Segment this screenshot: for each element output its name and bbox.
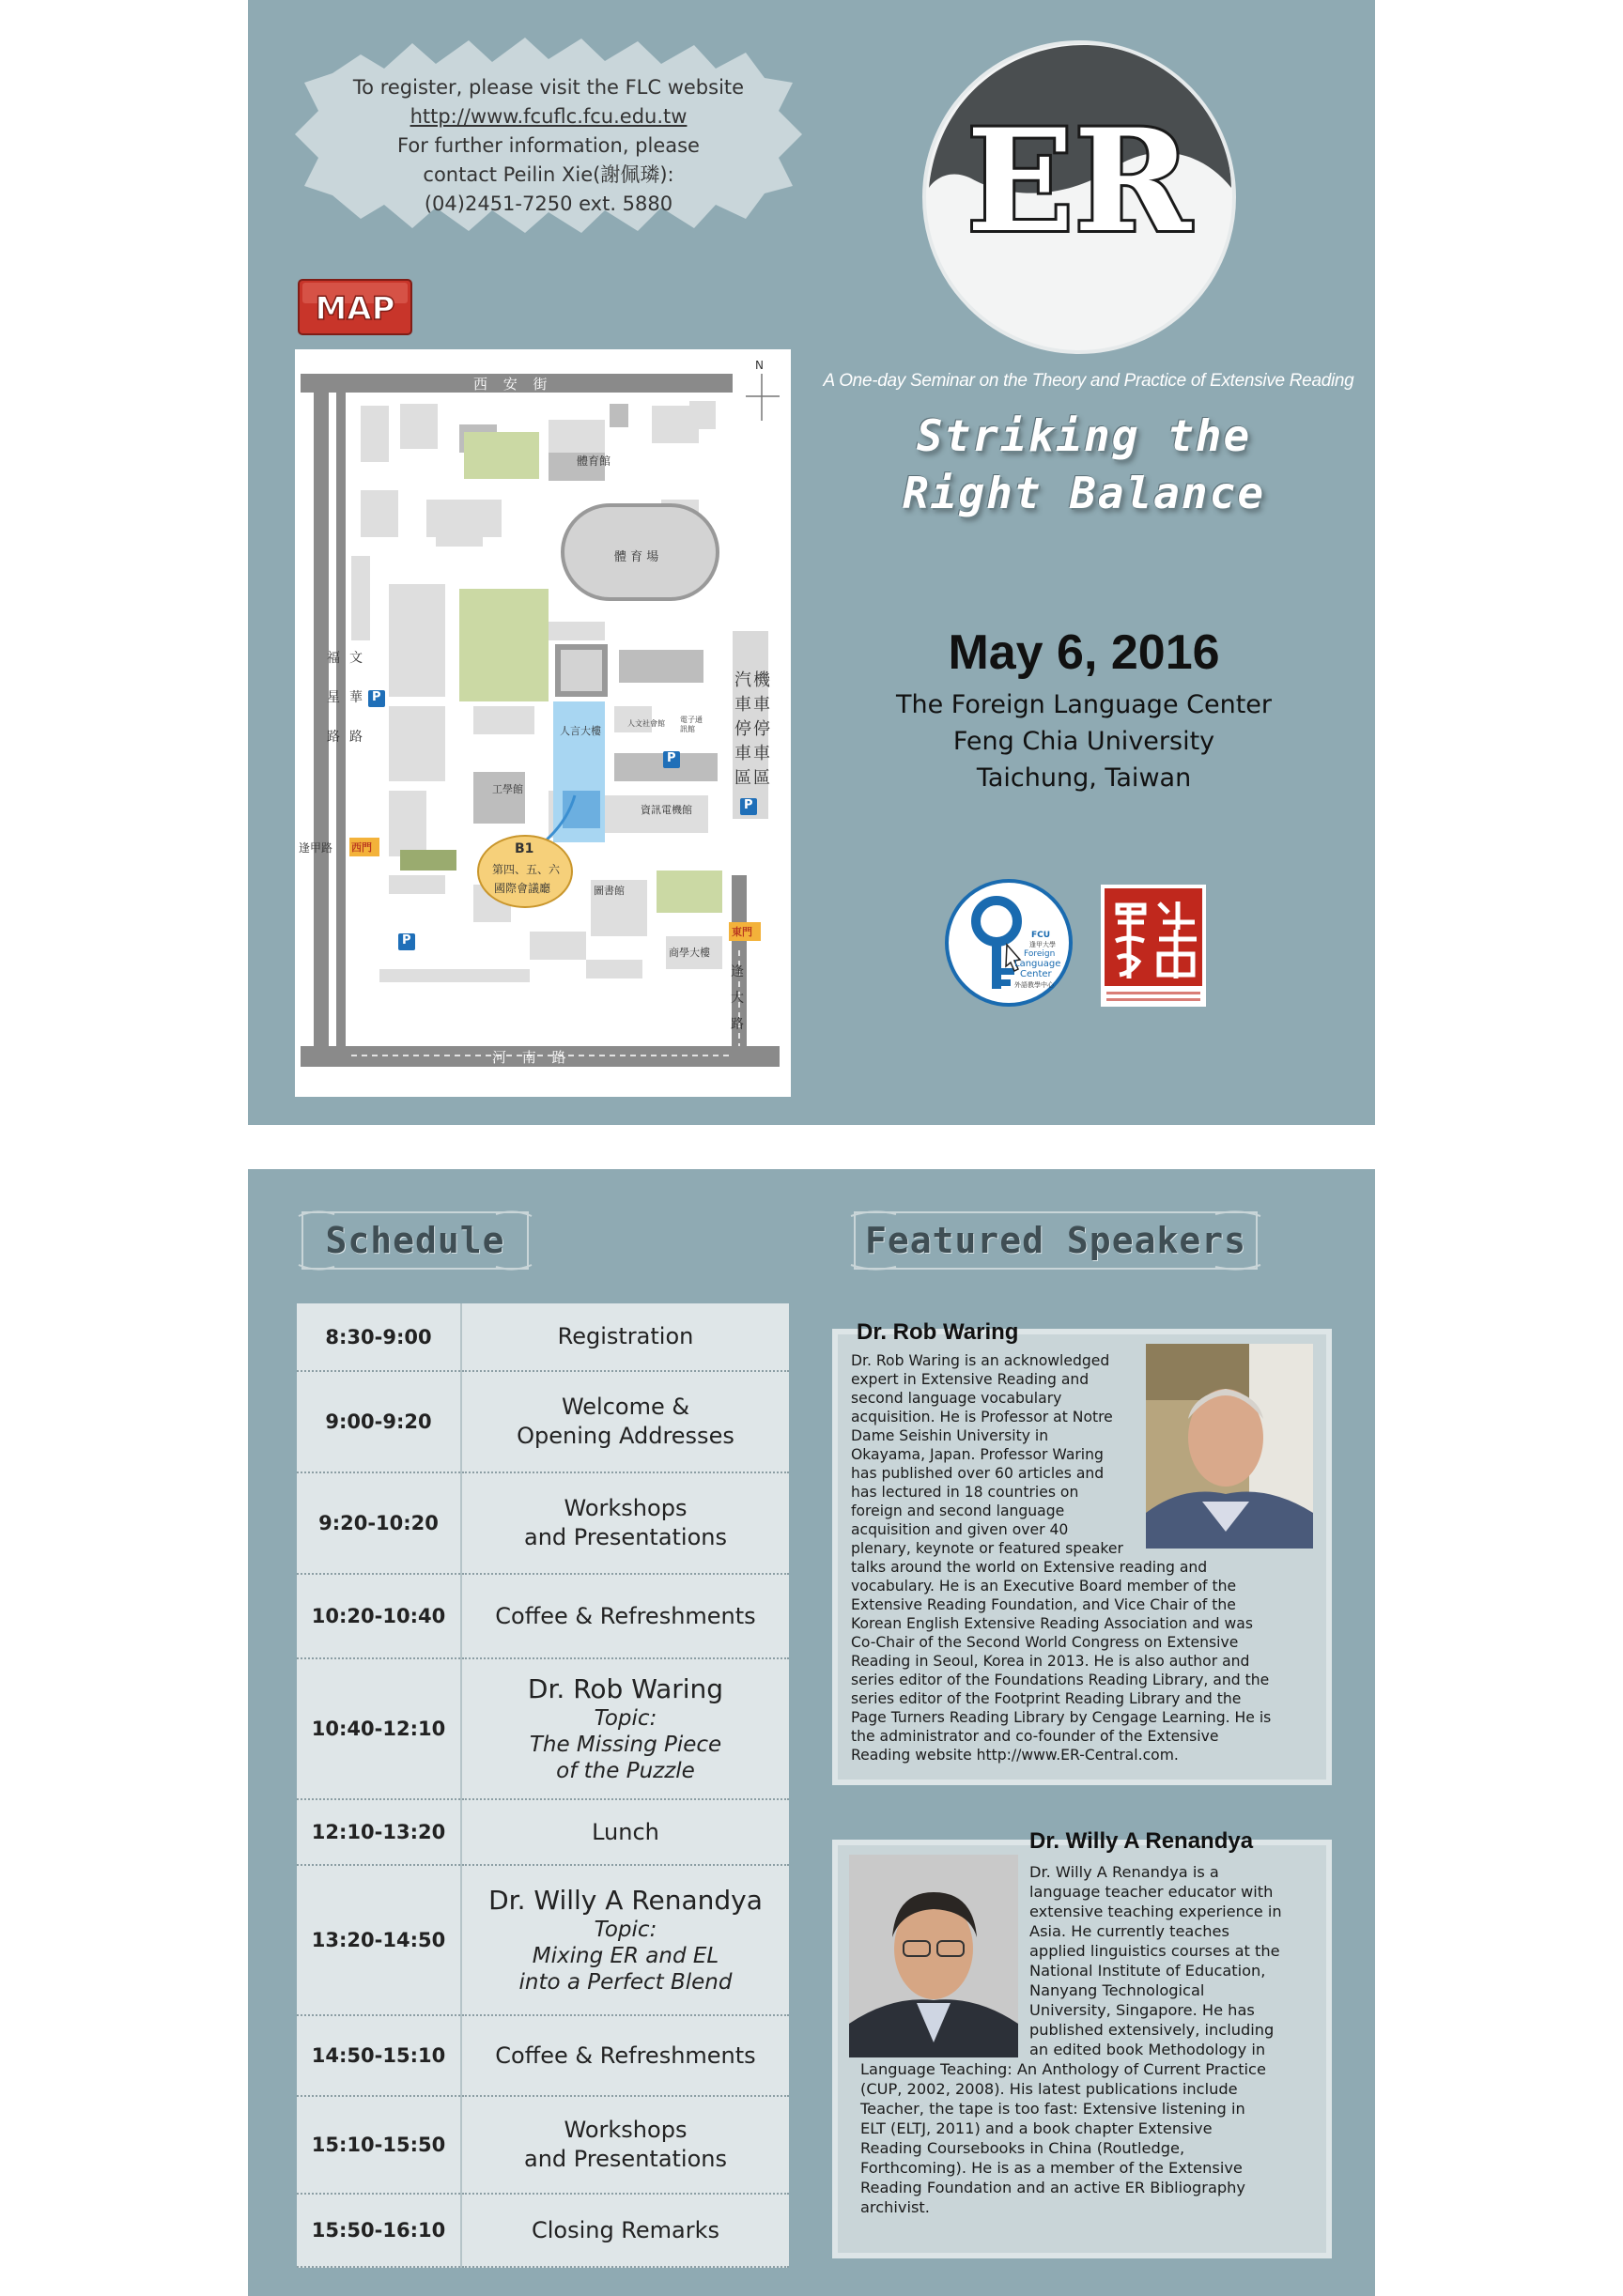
topic-title: of the Puzzle [556, 1759, 695, 1783]
schedule-row [297, 1658, 789, 1799]
renandya-bio-line: (CUP, 2002, 2008). His latest publications include [860, 2080, 1238, 2098]
renandya-bio-line: University, Singapore. He has [1029, 2001, 1255, 2019]
er-logo-graphic [920, 38, 1239, 357]
registration-line: contact Peilin Xie(謝佩璘): [423, 163, 674, 186]
waring-bio-line: has published over 60 articles and [851, 1465, 1105, 1482]
renandya-bio-line: language teacher educator with [1029, 1883, 1274, 1901]
waring-bio-line: series editor of the Footprint Reading Library and the [851, 1690, 1242, 1707]
event-line: and Presentations [523, 2146, 727, 2172]
campus-map [295, 349, 791, 1097]
flc-website-link[interactable]: http://www.fcuflc.fcu.edu.tw [410, 105, 688, 128]
fengda-road-label: 路 [731, 1017, 744, 1032]
waring-bio-line: acquisition and given over 40 [851, 1521, 1069, 1538]
schedule-event [461, 1472, 789, 1574]
flyer-back-panel [248, 1169, 1375, 2296]
map-button[interactable] [297, 278, 413, 336]
renandya-bio-line: Reading Foundation and an active ER Bibliography [860, 2179, 1245, 2196]
schedule-row [297, 1472, 789, 1574]
wenhua-road-label: 路 [349, 730, 363, 745]
renandya-bio-line: archivist. [860, 2198, 930, 2216]
waring-bio-line: Okayama, Japan. Professor Waring [851, 1446, 1104, 1463]
waring-bio-line: expert in Extensive Reading and [851, 1371, 1090, 1388]
electronics-label: 電子通訊館 [680, 716, 703, 733]
registration-line: To register, please visit the FLC website [352, 76, 745, 99]
venue-name: The Foreign Language Center [895, 690, 1273, 719]
waring-bio-line: talks around the world on Extensive reading and [851, 1559, 1208, 1576]
moto-parking-label: 機車停車區 [753, 670, 770, 788]
fuxing-road [314, 393, 329, 1059]
registration-callout [295, 36, 802, 233]
event-line: Workshops [564, 2117, 688, 2143]
fcu-seal-logo [1101, 885, 1206, 1007]
flc-fcu-text: FCU [1031, 931, 1051, 940]
topic-title: The Missing Piece [529, 1733, 722, 1757]
north-indicator: N [755, 359, 764, 372]
fuxing-road-label: 路 [327, 730, 340, 745]
schedule-table [297, 1303, 789, 2268]
schedule-row [297, 1371, 789, 1472]
registration-line: For further information, please [397, 134, 700, 157]
parking-sign: P [402, 933, 411, 948]
renandya-portrait [849, 1855, 1018, 2057]
green-field [400, 850, 456, 871]
event-line: and Presentations [523, 1524, 727, 1550]
wenhua-road-label: 華 [349, 690, 363, 705]
event-line: Opening Addresses [517, 1423, 734, 1449]
conference-room-label: 國際會議廳 [494, 882, 551, 895]
green-field [657, 871, 722, 913]
speaker-card-waring [832, 1319, 1332, 1785]
session-speaker: Dr. Rob Waring [527, 1673, 724, 1704]
flc-key-logo-graphic [945, 879, 1073, 1007]
renandya-bio [1029, 1862, 1321, 2059]
flc-foreign-text: Foreign [1024, 949, 1056, 959]
schedule-event: Registration [461, 1303, 789, 1371]
fengjia-road-label: 逢甲路 [299, 841, 333, 855]
schedule-heading-frame [297, 1207, 533, 1274]
library-label: 圖書館 [594, 885, 625, 897]
renandya-bio-line: Forthcoming). He is as a member of the Extensive [860, 2159, 1243, 2177]
schedule-time: 8:30-9:00 [297, 1303, 461, 1371]
engineering-label: 工學館 [492, 783, 523, 795]
schedule-time: 12:10-13:20 [297, 1799, 461, 1865]
renandya-bio-line: National Institute of Education, [1029, 1962, 1266, 1980]
flc-center-text: Center [1020, 969, 1052, 979]
er-yin-yang-logo [920, 38, 1239, 357]
xian-street-label: 西 安 街 [473, 376, 553, 393]
wenhua-road [336, 393, 346, 1050]
green-field [459, 589, 549, 701]
waring-bio-line: Extensive Reading Foundation, and Vice Chair of the [851, 1596, 1236, 1613]
parking-sign: P [372, 690, 381, 704]
humanities-label: 人言大樓 [560, 725, 601, 737]
schedule-event: Coffee & Refreshments [461, 1574, 789, 1658]
waring-name: Dr. Rob Waring [857, 1319, 1019, 1345]
parking-sign: P [667, 751, 676, 765]
fengda-road-label: 大 [731, 991, 744, 1006]
topic-label: Topic: [594, 1706, 657, 1731]
waring-bio-line: Page Turners Reading Library by Cengage Learning. He is [851, 1709, 1272, 1726]
schedule-time: 9:20-10:20 [297, 1472, 461, 1574]
waring-photo [1146, 1344, 1313, 1549]
waring-bio-line: the administrator and co-founder of the Extensive [851, 1728, 1219, 1745]
schedule-time: 15:10-15:50 [297, 2096, 461, 2194]
renandya-bio-line: published extensively, including [1029, 2021, 1275, 2039]
schedule-event [461, 1658, 789, 1799]
er-logo-letters: ER [966, 99, 1191, 264]
schedule-row [297, 2096, 789, 2194]
schedule-row [297, 1799, 789, 1865]
schedule-event: Closing Remarks [461, 2194, 789, 2267]
waring-bio-line: Reading in Seoul, Korea in 2013. He is also author and [851, 1653, 1250, 1670]
renandya-bio-line: Dr. Willy A Renandya is a [1029, 1863, 1219, 1881]
schedule-heading: Schedule [325, 1220, 505, 1261]
renandya-bio-line: Teacher, the tape is too fast: Extensive listening in [860, 2100, 1245, 2118]
renandya-photo [849, 1855, 1018, 2057]
renandya-bio-line: an edited book Methodology in [1029, 2041, 1266, 2058]
schedule-time: 14:50-15:10 [297, 2015, 461, 2096]
waring-portrait [1146, 1344, 1313, 1549]
waring-bio-line: Co-Chair of the Second World Congress on Extensive [851, 1634, 1239, 1651]
map-button-label: MAP [315, 290, 395, 328]
topic-title: Mixing ER and EL [532, 1944, 719, 1968]
schedule-row [297, 1574, 789, 1658]
renandya-bio-line: Reading Coursebooks in China (Routledge, [860, 2139, 1185, 2157]
topic-title: into a Perfect Blend [518, 1970, 733, 1995]
waring-bio-line: Korean English Extensive Reading Association and was [851, 1615, 1253, 1632]
flyer-front-panel [248, 0, 1375, 1125]
renandya-bio-line: extensive teaching experience in [1029, 1903, 1282, 1920]
speaker-card-renandya [832, 1828, 1332, 2258]
schedule-time: 15:50-16:10 [297, 2194, 461, 2267]
event-line: Welcome & [561, 1394, 690, 1420]
waring-bio-line: plenary, keynote or featured speaker [851, 1540, 1123, 1557]
info-building-label: 資訊電機館 [641, 804, 692, 816]
schedule-time: 10:20-10:40 [297, 1574, 461, 1658]
renandya-bio-line: ELT (ELTJ, 2011) and a book chapter Extensive [860, 2119, 1213, 2137]
waring-bio-line: Reading website http://www.ER-Central.com. [851, 1747, 1179, 1764]
schedule-event: Lunch [461, 1799, 789, 1865]
henan-road-label: 河 南 路 [492, 1049, 572, 1066]
venue-university: Feng Chia University [952, 727, 1215, 756]
schedule-time: 13:20-14:50 [297, 1865, 461, 2015]
wenhua-road-label: 文 [349, 651, 363, 666]
map-button-graphic [297, 278, 413, 336]
renwen-label: 人文社會館 [627, 719, 665, 728]
fuxing-road-label: 福 [327, 651, 340, 666]
waring-bio-line: Dr. Rob Waring is an acknowledged [851, 1352, 1110, 1369]
car-parking-label: 汽車停車區 [734, 670, 751, 788]
east-gate-label: 東門 [732, 926, 752, 938]
fuxing-road-label: 星 [327, 690, 340, 705]
schedule-row [297, 2015, 789, 2096]
room-numbers-label: 第四、五、六 [492, 863, 561, 876]
schedule-event: Coffee & Refreshments [461, 2015, 789, 2096]
renandya-name: Dr. Willy A Renandya [1029, 1828, 1254, 1854]
event-date: May 6, 2016 [948, 625, 1220, 680]
seminar-tagline: A One-day Seminar on the Theory and Practice of Extensive Reading [823, 371, 1354, 391]
stadium-label: 體 育 場 [614, 550, 659, 564]
schedule-event [461, 1371, 789, 1472]
business-building-label: 商學大樓 [669, 947, 710, 959]
waring-bio-continued [851, 1558, 1321, 1764]
waring-bio-line: acquisition. He is Professor at Notre [851, 1409, 1113, 1425]
fengda-road-label: 逢 [731, 964, 744, 979]
b1-label: B1 [515, 841, 534, 856]
flc-chinese-text: 逢甲大學 [1029, 941, 1056, 948]
schedule-event [461, 1865, 789, 2015]
campus-map-graphic [295, 349, 791, 1097]
green-field [464, 432, 539, 479]
fcu-seal-graphic [1101, 885, 1206, 1007]
gym-hall-label: 體育館 [577, 455, 611, 468]
schedule-row [297, 2194, 789, 2267]
renandya-bio-line: Nanyang Technological [1029, 1981, 1205, 1999]
session-speaker: Dr. Willy A Renandya [488, 1885, 763, 1916]
event-line: Workshops [564, 1495, 688, 1521]
waring-bio-line: series editor of the Foundations Reading Library, and the [851, 1672, 1270, 1688]
waring-bio-line: foreign and second language [851, 1502, 1065, 1519]
waring-bio-line: vocabulary. He is an Executive Board member of the [851, 1578, 1237, 1595]
renandya-bio-line: Asia. He currently teaches [1029, 1922, 1229, 1940]
seminar-title-line2: Right Balance [902, 468, 1266, 518]
schedule-time: 10:40-12:10 [297, 1658, 461, 1799]
topic-label: Topic: [594, 1918, 657, 1942]
parking-sign: P [744, 798, 753, 812]
waring-bio-line: Dame Seishin University in [851, 1427, 1049, 1444]
speakers-heading: Featured Speakers [865, 1220, 1246, 1261]
phone-number: (04)2451-7250 ext. 5880 [424, 193, 673, 215]
schedule-row [297, 1303, 789, 1371]
waring-bio-line: has lectured in 18 countries on [851, 1484, 1079, 1501]
schedule-row [297, 1865, 789, 2015]
flc-center-chinese-text: 外語教學中心 [1014, 981, 1054, 989]
schedule-event [461, 2096, 789, 2194]
west-gate-label: 西門 [351, 841, 372, 854]
waring-bio [851, 1351, 1144, 1558]
waring-bio-line: second language vocabulary [851, 1390, 1062, 1407]
renandya-bio-line: applied linguistics courses at the [1029, 1942, 1280, 1960]
flc-logo [945, 879, 1073, 1007]
seminar-title-line1: Striking the [916, 410, 1252, 461]
speakers-heading-frame [849, 1207, 1262, 1274]
schedule-time: 9:00-9:20 [297, 1371, 461, 1472]
venue-city: Taichung, Taiwan [976, 763, 1192, 793]
renandya-bio-line: Language Teaching: An Anthology of Current Practice [860, 2060, 1266, 2078]
renandya-bio-continued [860, 2059, 1321, 2217]
flc-language-text: Language [1014, 959, 1061, 969]
registration-text [332, 73, 765, 219]
